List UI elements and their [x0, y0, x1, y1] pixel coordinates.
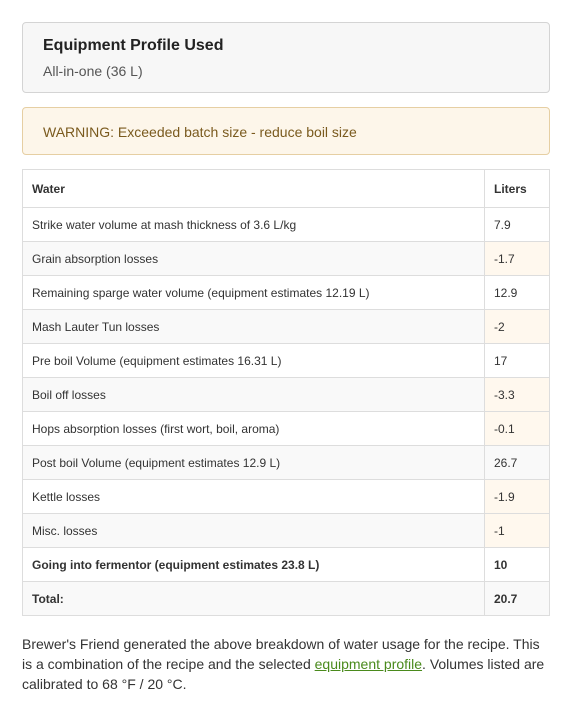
row-label: Misc. losses	[23, 514, 485, 548]
column-header-water: Water	[23, 170, 485, 208]
row-value: -2	[485, 310, 550, 344]
table-row	[23, 208, 550, 242]
equipment-profile-link[interactable]: equipment profile	[314, 656, 423, 672]
row-label: Pre boil Volume (equipment estimates 16.31 L)	[23, 344, 485, 378]
row-value: 26.7	[485, 446, 550, 480]
row-label: Hops absorption losses (first wort, boil, aroma)	[23, 412, 485, 446]
table-row	[23, 514, 550, 548]
row-label: Mash Lauter Tun losses	[23, 310, 485, 344]
total-value: 20.7	[485, 582, 550, 616]
total-label: Total:	[23, 582, 485, 616]
row-label: Boil off losses	[23, 378, 485, 412]
warning-alert	[22, 107, 550, 155]
table-row	[23, 242, 550, 276]
table-row	[23, 412, 550, 446]
water-usage-table	[22, 169, 550, 616]
warning-text: WARNING: Exceeded batch size - reduce boil size	[43, 124, 357, 140]
row-value: -1.7	[485, 242, 550, 276]
row-label: Post boil Volume (equipment estimates 12.9 L)	[23, 446, 485, 480]
row-value: -1	[485, 514, 550, 548]
table-row	[23, 378, 550, 412]
row-value: -1.9	[485, 480, 550, 514]
row-label: Remaining sparge water volume (equipment estimates 12.19 L)	[23, 276, 485, 310]
row-label: Strike water volume at mash thickness of 3.6 L/kg	[23, 208, 485, 242]
total-row	[23, 582, 550, 616]
row-label: Kettle losses	[23, 480, 485, 514]
row-label: Grain absorption losses	[23, 242, 485, 276]
row-value: 7.9	[485, 208, 550, 242]
row-value: -0.1	[485, 412, 550, 446]
table-row	[23, 344, 550, 378]
footer-text-after: . Volumes listed are calibrated to 68 °F / 20 °C.	[22, 656, 545, 692]
row-value: 12.9	[485, 276, 550, 310]
footer-text-before: Brewer's Friend generated the above breakdown of water usage for the recipe. This is a combination of the recipe and the selected	[22, 636, 540, 672]
equipment-profile-value: All-in-one (36 L)	[43, 63, 143, 79]
table-row	[23, 446, 550, 480]
table-row	[23, 480, 550, 514]
column-header-liters: Liters	[485, 170, 550, 208]
footer-note	[22, 634, 550, 694]
equipment-profile-box	[22, 22, 550, 93]
table-row	[23, 276, 550, 310]
equipment-profile-title: Equipment Profile Used	[43, 37, 224, 54]
row-value: 17	[485, 344, 550, 378]
table-header-row	[23, 170, 550, 208]
row-value: 10	[485, 548, 550, 582]
row-label: Going into fermentor (equipment estimates 23.8 L)	[23, 548, 485, 582]
row-value: -3.3	[485, 378, 550, 412]
table-row	[23, 310, 550, 344]
table-row	[23, 548, 550, 582]
